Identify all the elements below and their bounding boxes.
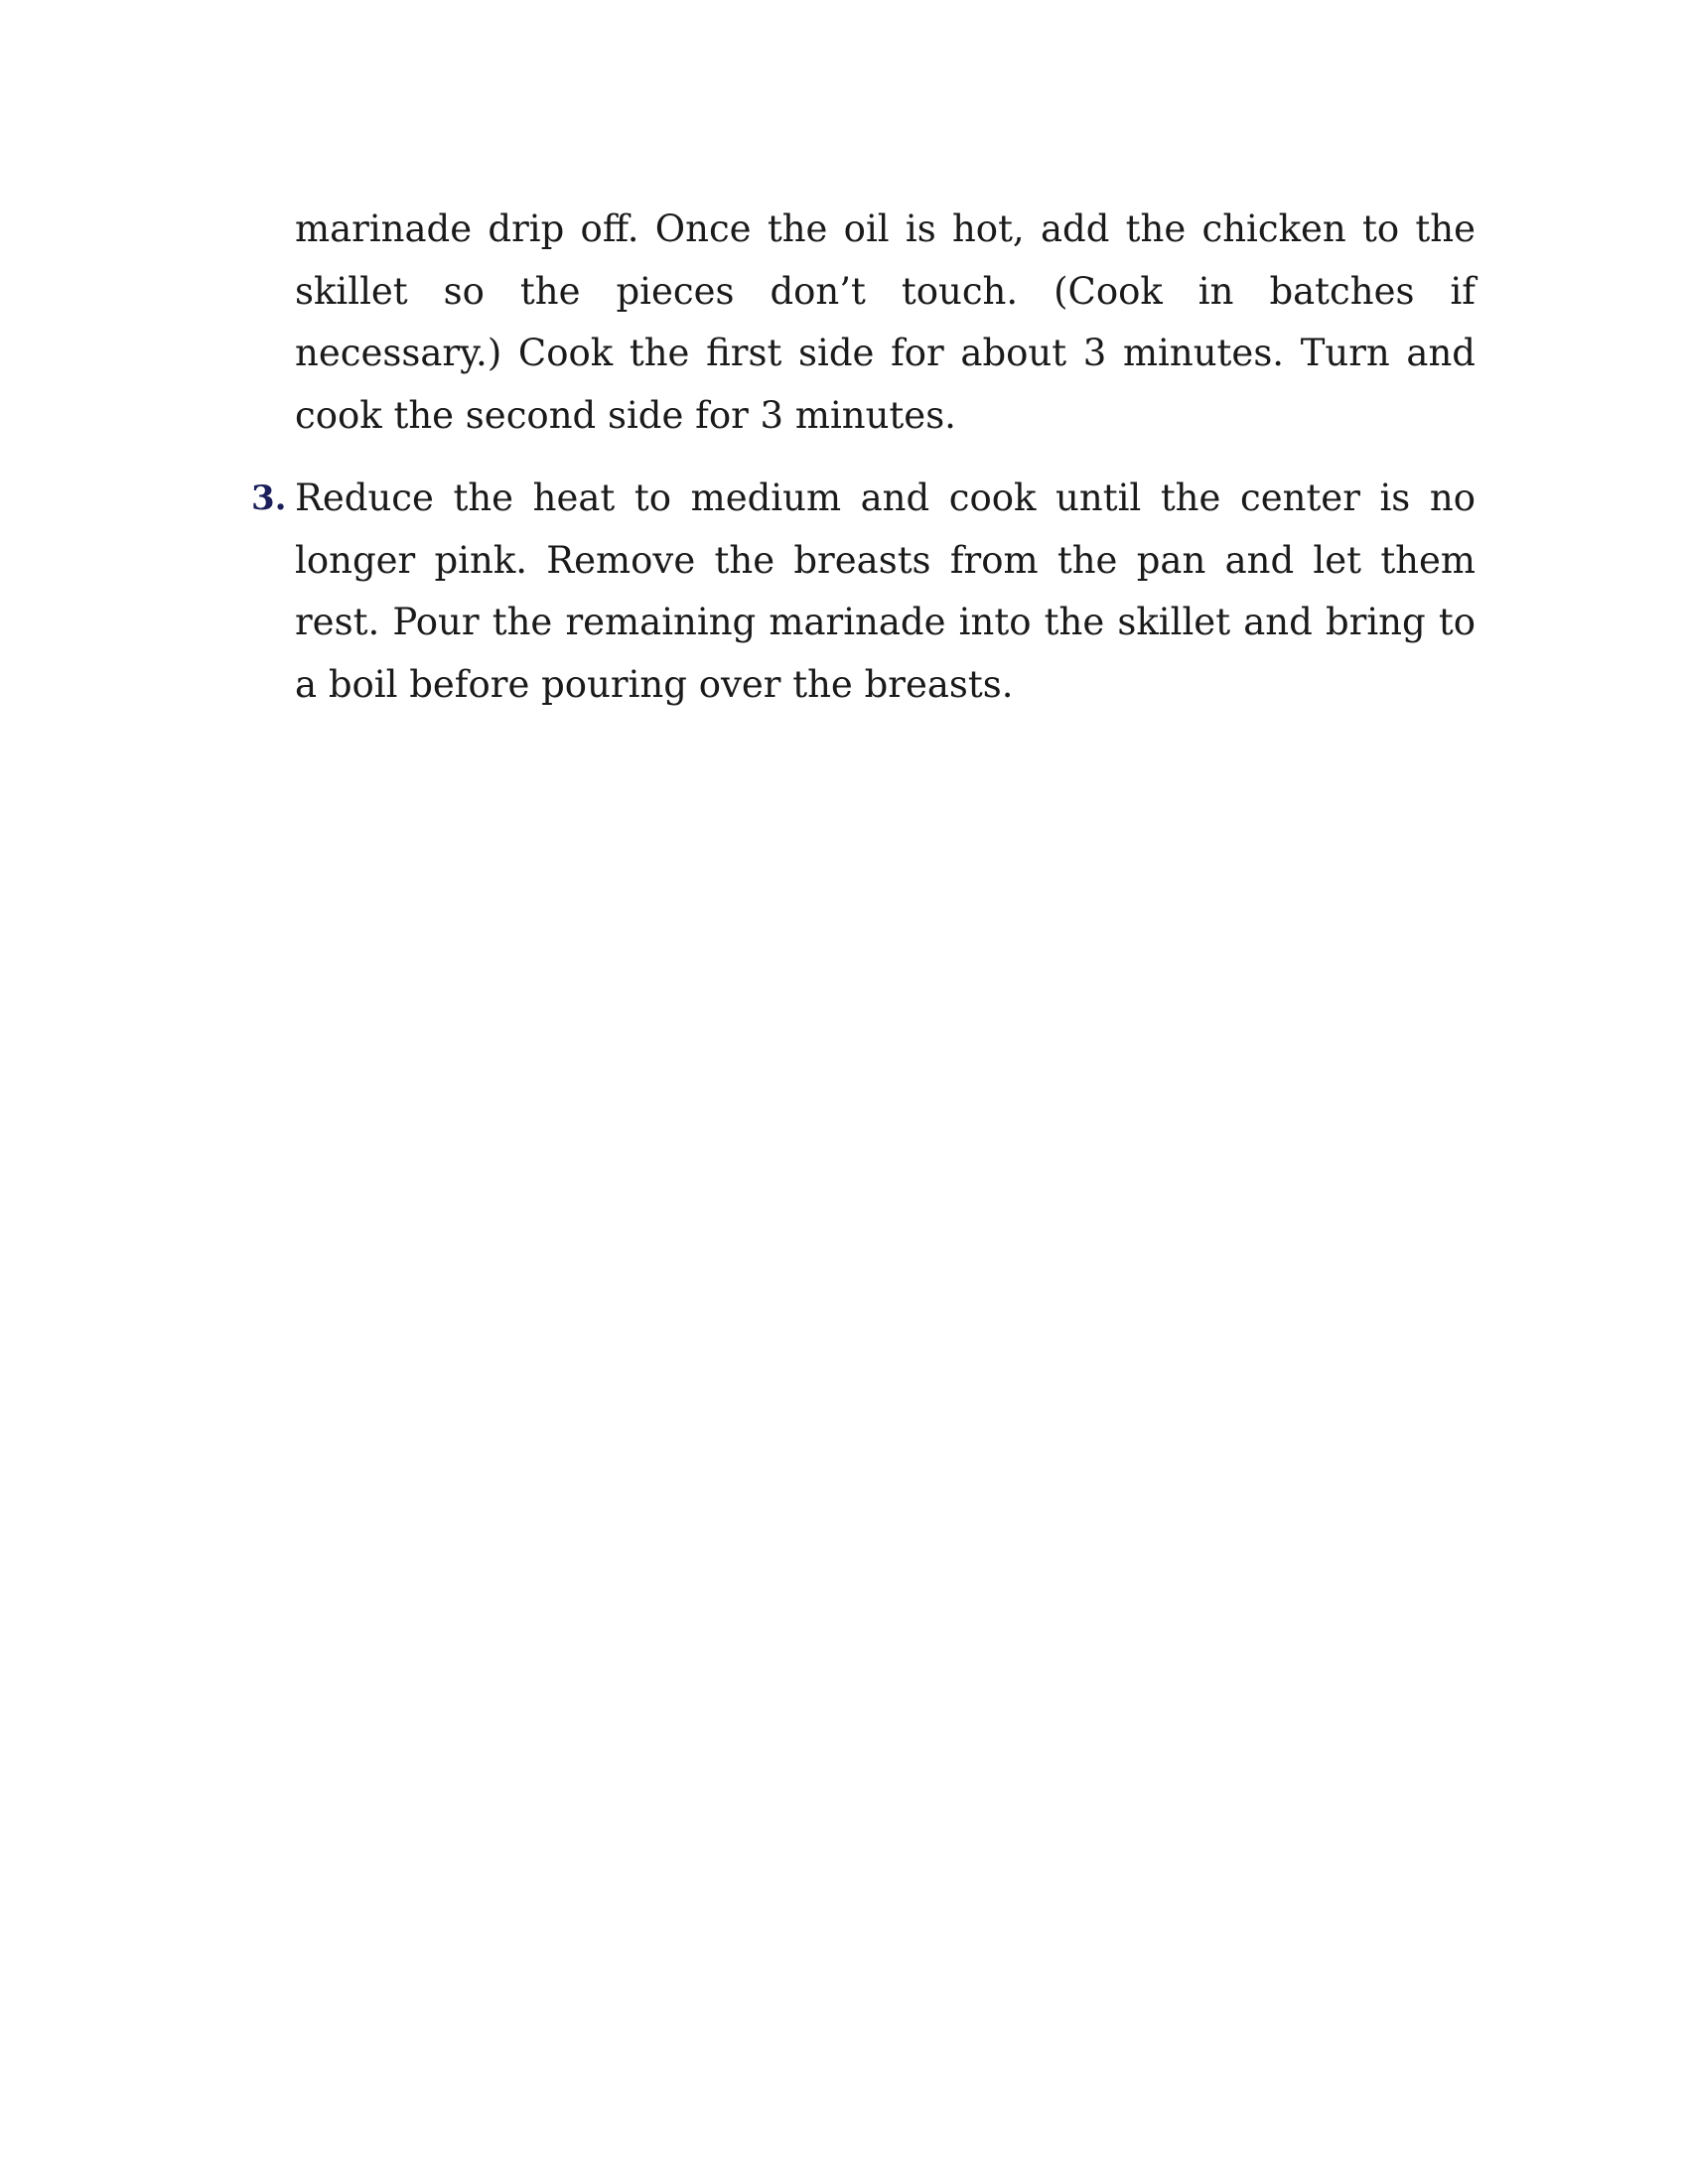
step-item-3 xyxy=(251,468,1476,716)
step-2-continuation-paragraph: marinade drip off. Once the oil is hot, add the chicken to the skillet so the pieces don’t touch. (Cook in batches if necessary.) Cook the first side for about 3 minutes. Turn and cook the second side for 3 minutes. xyxy=(295,207,1476,437)
step-text: Reduce the heat to medium and cook until the center is no longer pink. Remove the breasts from the pan and let them rest. Pour the remaining marinade into the skillet and bring to a boil before pouring over the breasts. xyxy=(295,477,1476,706)
step-number: 3. xyxy=(251,478,287,518)
